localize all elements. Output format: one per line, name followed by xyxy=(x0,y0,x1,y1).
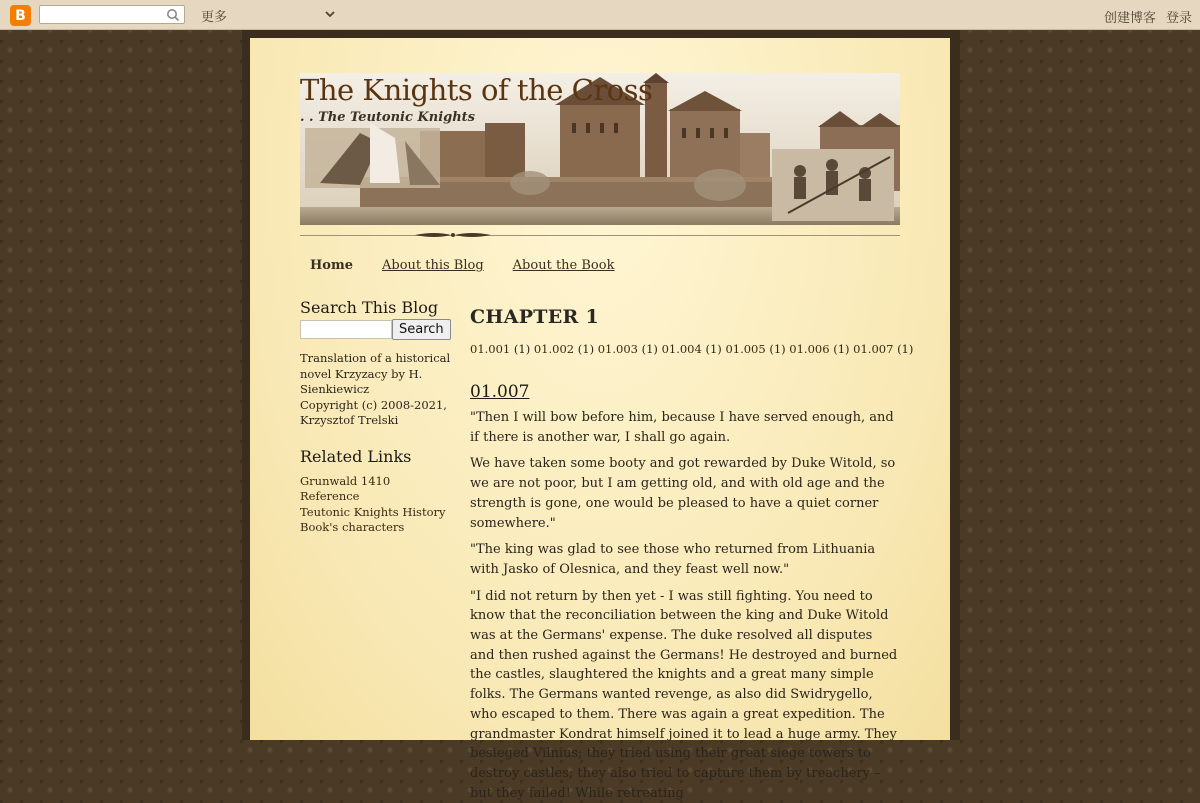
blog-search-input[interactable] xyxy=(300,320,392,339)
login-link[interactable]: 登录 xyxy=(1166,11,1193,26)
about-line: Krzysztof Trelski xyxy=(300,413,399,427)
chapter-title: CHAPTER 1 xyxy=(470,306,600,328)
label-link[interactable]: 01.005 xyxy=(725,342,766,356)
label-count: (1) xyxy=(833,342,850,356)
about-line: novel Krzyzacy by H. xyxy=(300,366,423,381)
blog-page xyxy=(250,38,950,801)
related-link[interactable]: Reference xyxy=(300,489,360,503)
navbar-search-input[interactable] xyxy=(40,9,160,26)
blogger-navbar xyxy=(0,0,1200,30)
post-paragraph: "Then I will bow before him, because I have served enough, and if there is another war, I shall go again. xyxy=(470,410,894,445)
search-icon[interactable] xyxy=(166,8,180,22)
related-link[interactable]: Grunwald 1410 xyxy=(300,473,391,488)
label-link[interactable]: 01.001 xyxy=(470,342,511,356)
divider-ornament-icon xyxy=(415,231,491,239)
main-content xyxy=(470,306,914,803)
related-link[interactable]: Teutonic Knights History xyxy=(300,504,446,519)
navbar-search-box[interactable] xyxy=(39,5,185,24)
about-line: Copyright (c) 2008-2021, xyxy=(300,397,447,412)
blog-about-text xyxy=(300,351,455,429)
label-list xyxy=(470,342,914,356)
label-count: (1) xyxy=(641,342,658,356)
page-tabs xyxy=(310,258,643,273)
tab-home[interactable]: Home xyxy=(310,258,353,273)
tab-about-book[interactable]: About the Book xyxy=(512,258,615,273)
label-link[interactable]: 01.004 xyxy=(661,342,702,356)
sidebar xyxy=(300,298,455,536)
create-blog-link[interactable]: 创建博客 xyxy=(1104,11,1157,26)
label-count: (1) xyxy=(513,342,531,356)
blogger-logo-icon[interactable]: B xyxy=(10,5,31,26)
about-line: Translation of a historical xyxy=(300,351,451,365)
related-link[interactable]: Book's characters xyxy=(300,520,405,534)
about-line: Sienkiewicz xyxy=(300,382,370,396)
label-count: (1) xyxy=(577,342,595,356)
label-count: (1) xyxy=(705,342,722,356)
search-heading: Search This Blog xyxy=(300,298,439,317)
blog-search-form xyxy=(300,319,455,340)
post-paragraph: "The king was glad to see those who returned from Lithuania with Jasko of Olesnica, and they feast well now." xyxy=(470,542,876,577)
label-count: (1) xyxy=(897,342,914,356)
search-button[interactable]: Search xyxy=(392,319,451,340)
label-link[interactable]: 01.003 xyxy=(597,342,638,356)
post-title-link[interactable]: 01.007 xyxy=(470,382,530,402)
navbar-more-label[interactable]: 更多 xyxy=(201,10,228,25)
tab-about-blog[interactable]: About this Blog xyxy=(381,258,484,273)
post-paragraph: "I did not return by then yet - I was still fighting. You need to know that the reconciliation between the king and Duke Witold was at the Germans' expense. The duke resolved all disputes and then rushed against the Germans! He destroyed and burned the castles, slaughtered the knights and a great many simple folks. The Germans wanted revenge, as also did Swidrygello, who escaped to them. There was again a great expedition. The grandmaster Kondrat himself joined it to lead a huge army. They besieged Vilnius; they tried using their great siege towers to destroy castles; they also tried to capture them by treachery – but they failed! While retreating xyxy=(470,588,898,801)
chevron-down-icon[interactable] xyxy=(324,8,336,20)
related-links-list xyxy=(300,474,455,536)
label-link[interactable]: 01.002 xyxy=(533,342,575,356)
header-divider xyxy=(300,235,900,236)
label-link[interactable]: 01.007 xyxy=(853,342,894,356)
related-links-heading: Related Links xyxy=(300,446,412,466)
label-link[interactable]: 01.006 xyxy=(789,342,830,356)
blog-title[interactable]: The Knights of the Cross xyxy=(300,73,653,107)
blog-description: . . The Teutonic Knights xyxy=(300,110,475,125)
post-paragraph: We have taken some booty and got rewarded by Duke Witold, so we are not poor, but I am getting old, and with old age and the strength is gone, one would be pleased to have a quiet corner somewhere." xyxy=(470,456,896,531)
label-count: (1) xyxy=(769,342,786,356)
